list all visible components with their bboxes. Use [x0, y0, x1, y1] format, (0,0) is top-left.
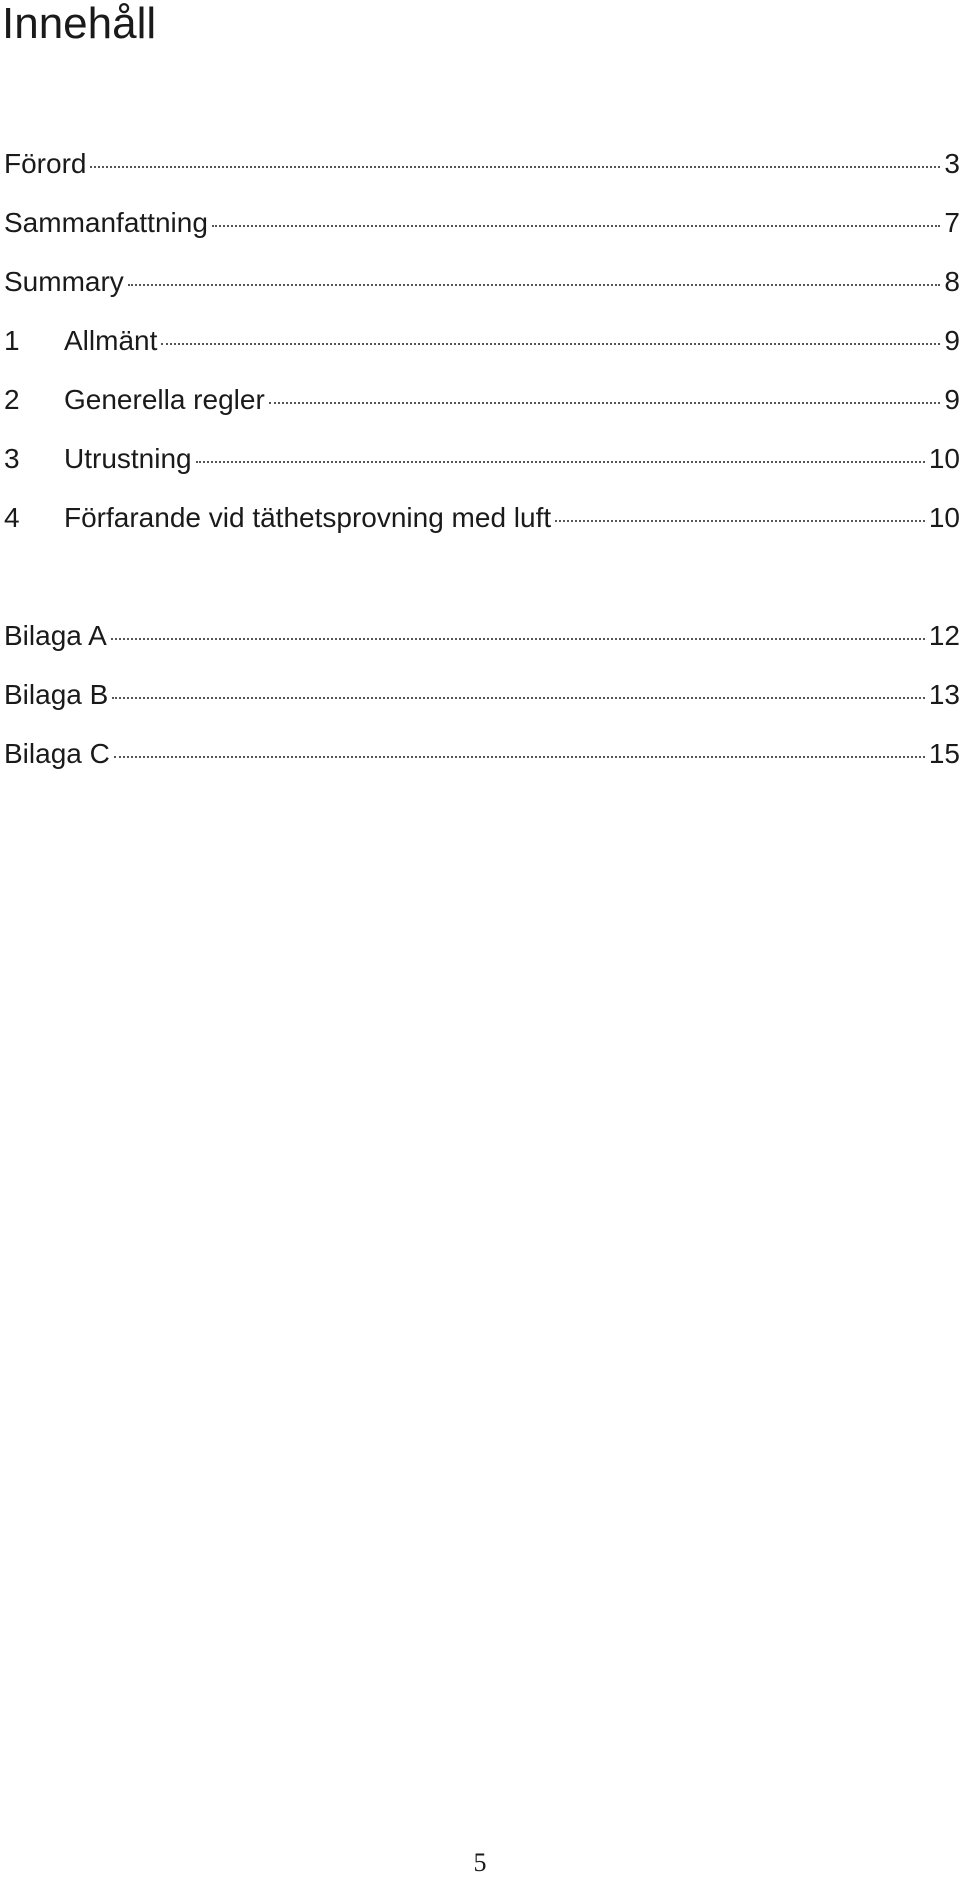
- toc-entry-bilaga-c[interactable]: [4, 730, 960, 789]
- toc-dot-leader: [555, 518, 925, 522]
- toc-entry-allmant[interactable]: [4, 317, 960, 376]
- toc-dot-leader: [111, 636, 925, 640]
- toc-entry-title: Summary: [4, 266, 124, 297]
- toc-entry-page: 3: [944, 148, 960, 179]
- toc-entry-bilaga-b[interactable]: [4, 671, 960, 730]
- toc-entry-summary[interactable]: [4, 258, 960, 317]
- toc-entry-title: Allmänt: [64, 325, 158, 356]
- toc-entry-page: 10: [928, 443, 960, 474]
- toc-dot-leader: [161, 341, 940, 345]
- toc-entry-page: 9: [944, 325, 960, 356]
- toc-entry-page: 9: [944, 384, 960, 415]
- toc-dot-leader: [196, 459, 925, 463]
- toc-entry-number: 1: [4, 325, 20, 356]
- toc-dot-leader: [128, 282, 941, 286]
- toc-entry-title: Generella regler: [64, 384, 265, 415]
- toc-entry-title: Bilaga A: [4, 620, 107, 651]
- toc-entry-number: 3: [4, 443, 20, 474]
- toc-dot-leader: [112, 695, 925, 699]
- toc-entry-title: Sammanfattning: [4, 207, 208, 238]
- page-number: 5: [473, 1848, 487, 1877]
- toc-dot-leader: [212, 223, 941, 227]
- toc-dot-leader: [90, 164, 940, 168]
- toc-entry-page: 10: [928, 502, 960, 533]
- toc-dot-leader: [114, 754, 925, 758]
- toc-entry-sammanfattning[interactable]: [4, 199, 960, 258]
- toc-entry-title: Bilaga B: [4, 679, 109, 710]
- toc-entry-page: 13: [928, 679, 960, 710]
- toc-entry-number: 4: [4, 502, 20, 533]
- toc-entry-page: 15: [928, 738, 960, 769]
- toc-entry-page: 8: [944, 266, 960, 297]
- toc-entry-generella-regler[interactable]: [4, 376, 960, 435]
- toc-entry-title: Förfarande vid täthetsprovning med luft: [64, 502, 552, 533]
- toc-entry-title: Utrustning: [64, 443, 192, 474]
- toc-entry-forord[interactable]: [4, 140, 960, 199]
- page-title: Innehåll: [2, 0, 157, 48]
- toc-entry-forfarande[interactable]: [4, 494, 960, 553]
- toc-entry-number: 2: [4, 384, 20, 415]
- toc-entry-utrustning[interactable]: [4, 435, 960, 494]
- toc-entry-page: 7: [944, 207, 960, 238]
- toc-entry-title: Förord: [4, 148, 87, 179]
- toc-entry-title: Bilaga C: [4, 738, 110, 769]
- appendix-list: [4, 612, 960, 789]
- toc-entry-bilaga-a[interactable]: [4, 612, 960, 671]
- toc-entry-page: 12: [928, 620, 960, 651]
- table-of-contents: [4, 140, 960, 553]
- toc-dot-leader: [269, 400, 941, 404]
